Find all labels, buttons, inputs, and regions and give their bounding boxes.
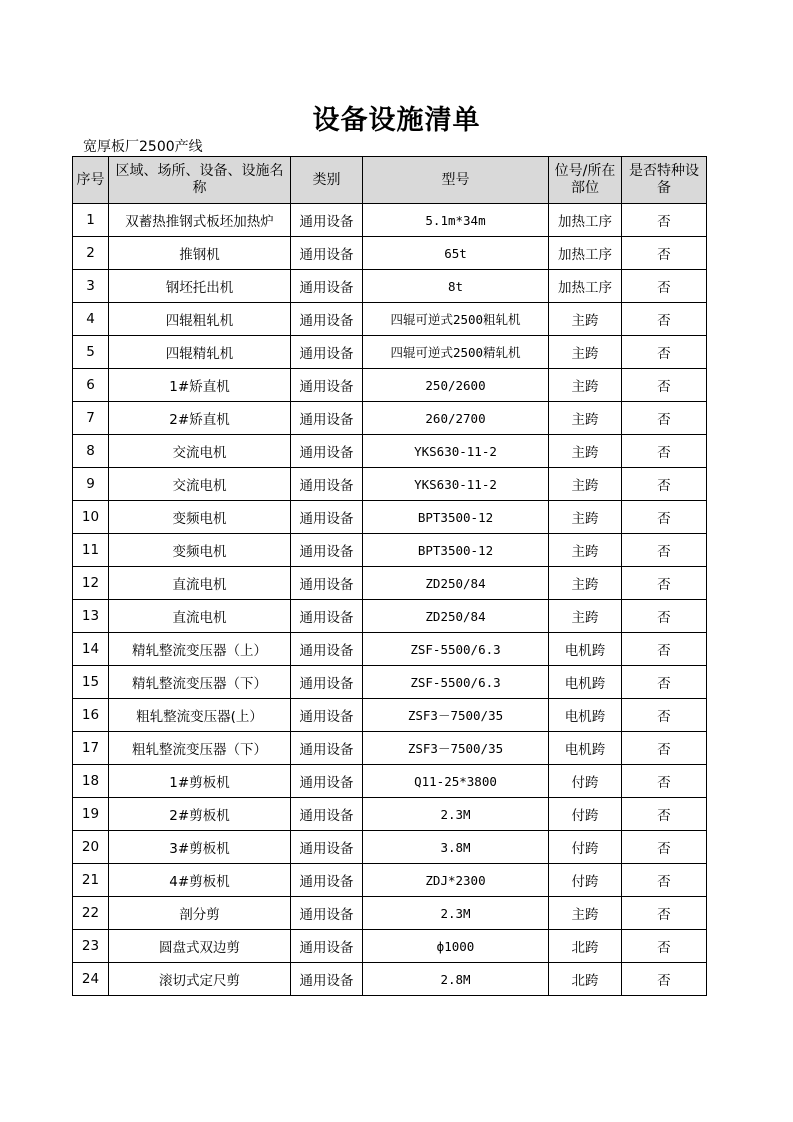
cell-special: 否 [622,204,707,237]
cell-special: 否 [622,336,707,369]
cell-model: 5.1m*34m [363,204,549,237]
table-row [73,897,707,930]
cell-index: 23 [73,930,109,963]
cell-model: ZD250/84 [363,600,549,633]
cell-model: 四辊可逆式2500精轧机 [363,336,549,369]
cell-special: 否 [622,303,707,336]
cell-location: 北跨 [549,963,622,996]
cell-name: 2#矫直机 [109,402,291,435]
cell-location: 电机跨 [549,732,622,765]
cell-model: ZDJ*2300 [363,864,549,897]
cell-index: 1 [73,204,109,237]
cell-model: YKS630-11-2 [363,435,549,468]
cell-index: 22 [73,897,109,930]
cell-location: 付跨 [549,831,622,864]
cell-category: 通用设备 [291,534,363,567]
cell-model: BPT3500-12 [363,534,549,567]
cell-special: 否 [622,765,707,798]
cell-name: 3#剪板机 [109,831,291,864]
cell-special: 否 [622,897,707,930]
cell-model: ф1000 [363,930,549,963]
cell-special: 否 [622,369,707,402]
cell-name: 四辊粗轧机 [109,303,291,336]
cell-model: 2.3M [363,798,549,831]
cell-category: 通用设备 [291,798,363,831]
header-name: 区域、场所、设备、设施名称 [109,157,291,204]
cell-location: 电机跨 [549,699,622,732]
cell-name: 精轧整流变压器（上） [109,633,291,666]
cell-category: 通用设备 [291,402,363,435]
header-index: 序号 [73,157,109,204]
page-title: 设备设施清单 [312,105,481,136]
cell-special: 否 [622,402,707,435]
cell-index: 7 [73,402,109,435]
table-row [73,270,707,303]
cell-name: 交流电机 [109,435,291,468]
cell-category: 通用设备 [291,633,363,666]
table-row [73,600,707,633]
cell-model: 8t [363,270,549,303]
cell-index: 8 [73,435,109,468]
cell-location: 加热工序 [549,237,622,270]
cell-index: 6 [73,369,109,402]
cell-model: 2.3M [363,897,549,930]
cell-model: ZD250/84 [363,567,549,600]
cell-model: ZSF3－7500/35 [363,699,549,732]
equipment-table [72,156,707,996]
cell-index: 24 [73,963,109,996]
cell-name: 粗轧整流变压器(上） [109,699,291,732]
table-row [73,369,707,402]
cell-special: 否 [622,435,707,468]
table-row [73,633,707,666]
cell-name: 推钢机 [109,237,291,270]
cell-index: 19 [73,798,109,831]
cell-special: 否 [622,699,707,732]
cell-location: 主跨 [549,897,622,930]
cell-location: 主跨 [549,501,622,534]
cell-name: 1#剪板机 [109,765,291,798]
cell-name: 四辊精轧机 [109,336,291,369]
cell-category: 通用设备 [291,468,363,501]
cell-index: 21 [73,864,109,897]
cell-name: 圆盘式双边剪 [109,930,291,963]
cell-category: 通用设备 [291,303,363,336]
cell-name: 剖分剪 [109,897,291,930]
header-category: 类别 [291,157,363,204]
table-row [73,864,707,897]
header-special: 是否特种设备 [622,157,707,204]
cell-model: ZSF-5500/6.3 [363,633,549,666]
cell-index: 2 [73,237,109,270]
cell-location: 北跨 [549,930,622,963]
cell-location: 付跨 [549,765,622,798]
table-row [73,336,707,369]
cell-index: 9 [73,468,109,501]
cell-special: 否 [622,930,707,963]
cell-category: 通用设备 [291,237,363,270]
cell-category: 通用设备 [291,435,363,468]
cell-name: 粗轧整流变压器（下） [109,732,291,765]
cell-category: 通用设备 [291,369,363,402]
cell-location: 电机跨 [549,666,622,699]
table-row [73,930,707,963]
table-row [73,303,707,336]
cell-special: 否 [622,600,707,633]
cell-category: 通用设备 [291,864,363,897]
cell-special: 否 [622,633,707,666]
cell-location: 主跨 [549,336,622,369]
table-row [73,963,707,996]
table-row [73,435,707,468]
cell-category: 通用设备 [291,501,363,534]
cell-model: YKS630-11-2 [363,468,549,501]
cell-name: 滚切式定尺剪 [109,963,291,996]
table-row [73,798,707,831]
cell-index: 10 [73,501,109,534]
table-row [73,468,707,501]
cell-name: 钢坯托出机 [109,270,291,303]
cell-location: 付跨 [549,864,622,897]
cell-category: 通用设备 [291,336,363,369]
cell-category: 通用设备 [291,204,363,237]
cell-name: 1#矫直机 [109,369,291,402]
cell-location: 主跨 [549,567,622,600]
cell-index: 15 [73,666,109,699]
cell-location: 主跨 [549,468,622,501]
cell-index: 14 [73,633,109,666]
cell-location: 主跨 [549,402,622,435]
table-row [73,831,707,864]
cell-model: 65t [363,237,549,270]
cell-name: 变频电机 [109,501,291,534]
cell-special: 否 [622,237,707,270]
cell-category: 通用设备 [291,897,363,930]
cell-category: 通用设备 [291,963,363,996]
table-row [73,534,707,567]
cell-special: 否 [622,270,707,303]
table-row [73,666,707,699]
cell-index: 13 [73,600,109,633]
cell-special: 否 [622,732,707,765]
cell-special: 否 [622,831,707,864]
cell-category: 通用设备 [291,270,363,303]
cell-model: ZSF-5500/6.3 [363,666,549,699]
cell-name: 2#剪板机 [109,798,291,831]
page-subtitle: 宽厚板厂2500产线 [83,139,203,155]
table-row [73,402,707,435]
cell-index: 18 [73,765,109,798]
cell-index: 5 [73,336,109,369]
cell-category: 通用设备 [291,699,363,732]
cell-category: 通用设备 [291,600,363,633]
header-model: 型号 [363,157,549,204]
cell-category: 通用设备 [291,765,363,798]
cell-index: 20 [73,831,109,864]
cell-category: 通用设备 [291,567,363,600]
cell-special: 否 [622,534,707,567]
cell-category: 通用设备 [291,732,363,765]
cell-category: 通用设备 [291,666,363,699]
cell-name: 交流电机 [109,468,291,501]
cell-model: 260/2700 [363,402,549,435]
cell-model: 3.8M [363,831,549,864]
cell-index: 11 [73,534,109,567]
table-row [73,765,707,798]
cell-model: BPT3500-12 [363,501,549,534]
cell-model: 2.8M [363,963,549,996]
cell-special: 否 [622,468,707,501]
cell-model: ZSF3－7500/35 [363,732,549,765]
cell-location: 主跨 [549,435,622,468]
cell-name: 直流电机 [109,567,291,600]
cell-location: 加热工序 [549,204,622,237]
cell-location: 电机跨 [549,633,622,666]
cell-name: 精轧整流变压器（下） [109,666,291,699]
cell-special: 否 [622,798,707,831]
cell-special: 否 [622,501,707,534]
cell-category: 通用设备 [291,930,363,963]
table-header-row [73,157,707,204]
cell-location: 付跨 [549,798,622,831]
cell-index: 12 [73,567,109,600]
cell-location: 主跨 [549,534,622,567]
cell-location: 主跨 [549,303,622,336]
cell-model: 四辊可逆式2500粗轧机 [363,303,549,336]
table-row [73,237,707,270]
table-row [73,699,707,732]
cell-special: 否 [622,963,707,996]
header-location: 位号/所在部位 [549,157,622,204]
cell-location: 主跨 [549,369,622,402]
cell-name: 变频电机 [109,534,291,567]
cell-name: 4#剪板机 [109,864,291,897]
cell-location: 加热工序 [549,270,622,303]
table-row [73,501,707,534]
cell-location: 主跨 [549,600,622,633]
table-body [73,204,707,996]
cell-category: 通用设备 [291,831,363,864]
cell-model: Q11-25*3800 [363,765,549,798]
cell-index: 16 [73,699,109,732]
cell-special: 否 [622,567,707,600]
table-row [73,732,707,765]
cell-index: 3 [73,270,109,303]
cell-index: 17 [73,732,109,765]
cell-special: 否 [622,864,707,897]
table-row [73,567,707,600]
cell-name: 直流电机 [109,600,291,633]
cell-special: 否 [622,666,707,699]
cell-name: 双蓄热推钢式板坯加热炉 [109,204,291,237]
cell-model: 250/2600 [363,369,549,402]
table-row [73,204,707,237]
cell-index: 4 [73,303,109,336]
